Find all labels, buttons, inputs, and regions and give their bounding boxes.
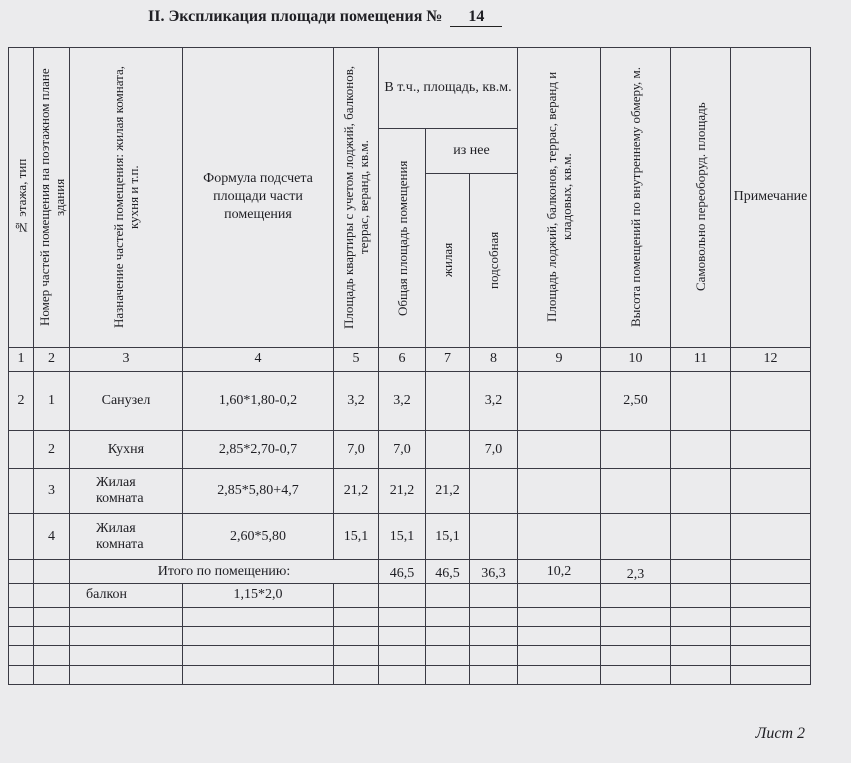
- header-row: [9, 48, 811, 129]
- totals-label: Итого по помещению:: [70, 560, 379, 583]
- note-cell: [731, 513, 811, 560]
- header-balcony-area: Площадь лоджий, балконов, террас, веранд и кладовых, кв.м.: [518, 48, 601, 348]
- header-floor: № этажа, тип: [9, 48, 34, 348]
- auxiliary-cell: [470, 513, 518, 560]
- header-living: жилая: [426, 173, 470, 347]
- colnum: 5: [334, 347, 379, 371]
- empty-row: [9, 646, 811, 665]
- table-row: [9, 469, 811, 514]
- colnum: 6: [379, 347, 426, 371]
- part-number-cell: 1: [34, 372, 70, 431]
- floor-cell: [9, 469, 34, 514]
- apartment-area-cell: 21,2: [334, 469, 379, 514]
- auxiliary-cell: [470, 469, 518, 514]
- balcony-formula: 1,15*2,0: [183, 583, 334, 607]
- total-living: 36,3: [470, 560, 518, 583]
- header-group: В т.ч., площадь, кв.м.: [379, 48, 518, 129]
- total-area-cell: 15,1: [379, 513, 426, 560]
- height-cell: 2,50: [601, 372, 671, 431]
- formula-cell: 2,85*5,80+4,7: [183, 469, 334, 514]
- sheet-number: Лист 2: [755, 725, 805, 742]
- empty-cell: [34, 583, 70, 607]
- unauthorized-cell: [671, 469, 731, 514]
- empty-cell: [671, 583, 731, 607]
- total-area: 46,5: [426, 560, 470, 583]
- empty-cell: [518, 583, 601, 607]
- total-auxiliary: 10,2: [518, 560, 601, 583]
- colnum: 10: [601, 347, 671, 371]
- balcony-cell: [518, 469, 601, 514]
- explication-table: [8, 47, 811, 685]
- colnum: 3: [70, 347, 183, 371]
- balcony-cell: [518, 372, 601, 431]
- living-cell: [426, 372, 470, 431]
- auxiliary-cell: 3,2: [470, 372, 518, 431]
- balcony-name: балкон: [70, 583, 183, 607]
- purpose-cell: Санузел: [70, 372, 183, 431]
- header-purpose: Назначение частей помещения: жилая комната, кухня и т.п.: [70, 48, 183, 348]
- room-number: 14: [450, 8, 502, 27]
- apartment-area-cell: 15,1: [334, 513, 379, 560]
- part-number-cell: 3: [34, 469, 70, 514]
- colnum: 7: [426, 347, 470, 371]
- balcony-cell: [518, 430, 601, 468]
- empty-cell: [9, 560, 34, 583]
- document-title: [148, 8, 502, 27]
- header-total-area: Общая площадь помещения: [379, 129, 426, 348]
- header-note: Примечание: [731, 48, 811, 348]
- empty-row: [9, 627, 811, 646]
- part-number-cell: 2: [34, 430, 70, 468]
- formula-cell: 2,85*2,70-0,7: [183, 430, 334, 468]
- header-unauthorized: Самовольно переоборуд. площадь: [671, 48, 731, 348]
- table-row: [9, 513, 811, 560]
- empty-cell: [731, 560, 811, 583]
- total-area-cell: 7,0: [379, 430, 426, 468]
- apartment-area-cell: 3,2: [334, 372, 379, 431]
- header-apartment-area: Площадь квартиры с учетом лоджий, балконов, террас, веранд, кв.м.: [334, 48, 379, 348]
- colnum: 4: [183, 347, 334, 371]
- height-cell: [601, 469, 671, 514]
- colnum: 9: [518, 347, 601, 371]
- auxiliary-cell: 7,0: [470, 430, 518, 468]
- purpose-cell: Кухня: [70, 430, 183, 468]
- note-cell: [731, 430, 811, 468]
- unauthorized-cell: [671, 372, 731, 431]
- empty-cell: [671, 560, 731, 583]
- empty-cell: [731, 583, 811, 607]
- living-cell: [426, 430, 470, 468]
- empty-cell: [470, 583, 518, 607]
- empty-cell: [9, 583, 34, 607]
- colnum: 11: [671, 347, 731, 371]
- formula-cell: 2,60*5,80: [183, 513, 334, 560]
- formula-cell: 1,60*1,80-0,2: [183, 372, 334, 431]
- unauthorized-cell: [671, 430, 731, 468]
- living-cell: 15,1: [426, 513, 470, 560]
- part-number-cell: 4: [34, 513, 70, 560]
- apartment-area-cell: 7,0: [334, 430, 379, 468]
- purpose-cell: Жилая комната: [70, 469, 183, 514]
- total-balcony-area: 2,3: [601, 560, 671, 583]
- header-part-number: Номер частей помещения на поэтажном плане здания: [34, 48, 70, 348]
- colnum: 12: [731, 347, 811, 371]
- table-row: [9, 372, 811, 431]
- header-subgroup: из нее: [426, 129, 518, 174]
- header-auxiliary: подсобная: [470, 173, 518, 347]
- totals-row: [9, 560, 811, 583]
- empty-cell: [379, 583, 426, 607]
- total-area-cell: 3,2: [379, 372, 426, 431]
- empty-cell: [426, 583, 470, 607]
- unauthorized-cell: [671, 513, 731, 560]
- note-cell: [731, 372, 811, 431]
- empty-cell: [34, 560, 70, 583]
- purpose-cell: Жилая комната: [70, 513, 183, 560]
- note-cell: [731, 469, 811, 514]
- colnum: 2: [34, 347, 70, 371]
- header-height: Высота помещений по внутреннему обмеру, м.: [601, 48, 671, 348]
- empty-row: [9, 665, 811, 684]
- empty-row: [9, 607, 811, 626]
- floor-cell: [9, 513, 34, 560]
- balcony-cell: [518, 513, 601, 560]
- total-area-cell: 21,2: [379, 469, 426, 514]
- floor-cell: 2: [9, 372, 34, 431]
- column-numbers-row: [9, 347, 811, 371]
- colnum: 1: [9, 347, 34, 371]
- living-cell: 21,2: [426, 469, 470, 514]
- header-formula: Формула подсчета площади части помещения: [183, 48, 334, 348]
- empty-cell: [334, 583, 379, 607]
- table-row: [9, 430, 811, 468]
- balcony-row: [9, 583, 811, 607]
- height-cell: [601, 513, 671, 560]
- colnum: 8: [470, 347, 518, 371]
- height-cell: [601, 430, 671, 468]
- title-text: II. Экспликация площади помещения №: [148, 8, 443, 25]
- empty-cell: [601, 583, 671, 607]
- total-apartment-area: 46,5: [379, 560, 426, 583]
- floor-cell: [9, 430, 34, 468]
